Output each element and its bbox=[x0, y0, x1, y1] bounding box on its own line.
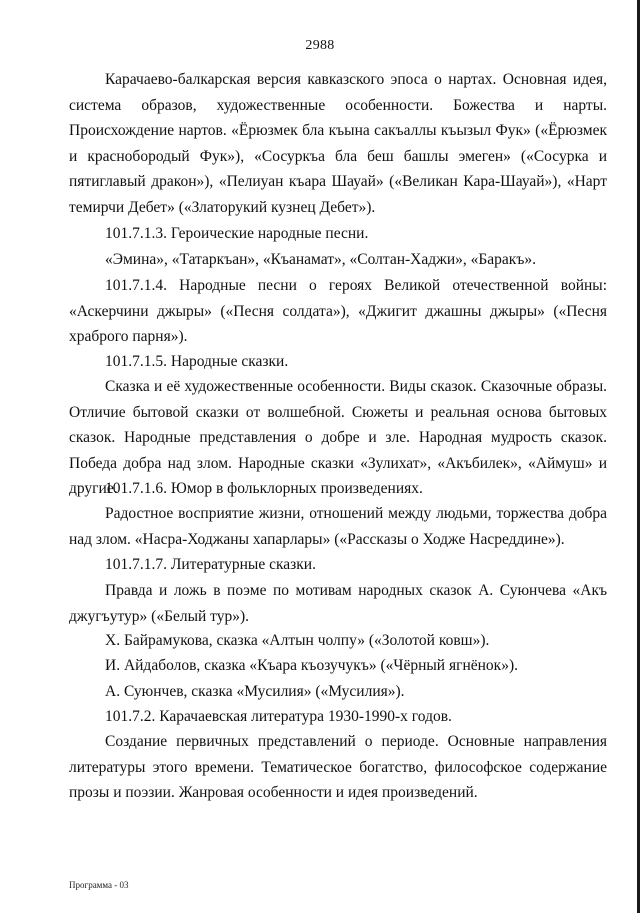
paragraph-bayramukova-tale: Х. Байрамукова, сказка «Алтын чолпу» («Золотой ковш»). bbox=[105, 632, 490, 649]
paragraph-suyunchev-poem: Правда и ложь в поэме по мотивам народных сказок А. Суюнчева «Акъ джугъутур» («Белый тур»). bbox=[69, 582, 607, 625]
paragraph-suyunchev-tale: А. Суюнчев, сказка «Мусилия» («Мусилия»). bbox=[105, 683, 405, 700]
section-heading-humor: 101.7.1.6. Юмор в фольклорных произведениях. bbox=[105, 480, 423, 497]
section-heading-literary-tales: 101.7.1.7. Литературные сказки. bbox=[105, 556, 316, 573]
section-heading-folk-tales: 101.7.1.5. Народные сказки. bbox=[105, 353, 289, 370]
paragraph-heroic-song-titles: «Эмина», «Татаркъан», «Къанамат», «Солтан-Хаджи», «Баракъ». bbox=[105, 251, 536, 268]
section-heading-heroic-songs: 101.7.1.3. Героические народные песни. bbox=[105, 225, 369, 242]
paragraph-nart-epic: Карачаево-балкарская версия кавказского эпоса о нартах. Основная идея, система образов, художественные особенности. Божества и нарты. Происхождение нартов. «Ёрюзмек бла къына сакъаллы къызыл Фук» («Ёрюзмек и краснобородый Фук»), «Сосуркъа бла беш башлы эмеген» («Сосурка и пятиглавый дракон»), «Пелиуан къара Шауай» («Великан Кара-Шауай»), «Нарт темирчи Дебет» («Златорукий кузнец Дебет»). bbox=[69, 71, 607, 216]
paragraph-war-songs: 101.7.1.4. Народные песни о героях Великой отечественной войны: «Аскерчини джыры» («Песня солдата»), «Джигит джашны джыры» («Песня храброго парня»). bbox=[69, 277, 607, 345]
footer-program-label: Программа - 03 bbox=[69, 880, 129, 890]
paragraph-aydabolov-tale: И. Айдаболов, сказка «Къара къозучукъ» («Чёрный ягнёнок»). bbox=[105, 657, 518, 674]
paragraph-humor: Радостное восприятие жизни, отношений между людьми, торжества добра над злом. «Насра-Ходжаны хапарлары» («Рассказы о Ходже Насреддине»). bbox=[69, 505, 607, 548]
section-heading-karachay-literature: 101.7.2. Карачаевская литература 1930-1990-х годов. bbox=[105, 708, 452, 725]
paragraph-folk-tales: Сказка и её художественные особенности. Виды сказок. Сказочные образы. Отличие бытовой сказки от волшебной. Сюжеты и реальная основа бытовых сказок. Народные представления о добре и зле. Народная мудрость сказок. Победа добра над злом. Народные сказки «Зулихат», «Акъбилек», «Аймуш» и другие. bbox=[69, 378, 607, 497]
page-number: 2988 bbox=[305, 38, 335, 53]
paragraph-period-overview: Создание первичных представлений о периоде. Основные направления литературы этого времени. Тематическое богатство, философское содержание прозы и поэзии. Жанровая особенности и идея произведений. bbox=[69, 733, 607, 801]
